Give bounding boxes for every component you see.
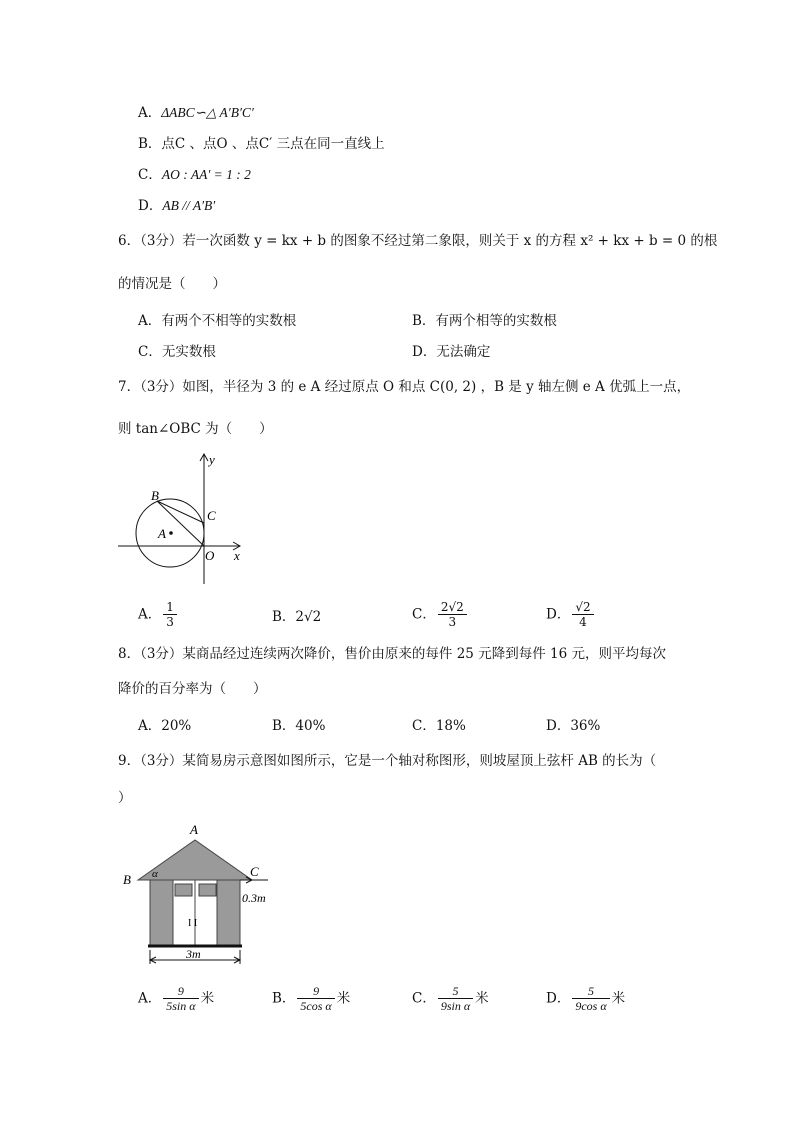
fraction (438, 984, 473, 1013)
fraction (163, 600, 177, 629)
q7-stem-line2: 则 tan∠OBC 为（ ） (118, 421, 273, 437)
q9-stem-line2: ） (118, 790, 132, 806)
q5-option-b (138, 135, 385, 153)
eaves-label: 0.3m (242, 891, 266, 905)
denominator: 9cos α (575, 999, 607, 1013)
option-text: AO : AA′ = 1 : 2 (161, 167, 251, 182)
numerator: 2√2 (438, 600, 467, 615)
unit: 米 (475, 990, 489, 1007)
q9-option-b (272, 984, 350, 1018)
q9-option-c (412, 984, 489, 1018)
option-label: B． (138, 136, 162, 152)
q5-option-c (138, 166, 251, 184)
label-c: C (250, 864, 259, 879)
q8-stem-line1: 8．（3分）某商品经过连续两次降价，售价由原来的每件 25 元降到每件 16 元，则平均每次 (118, 646, 666, 662)
numerator: 5 (438, 984, 473, 999)
option-text: 点C 、点O 、点C′ 三点在同一直线上 (161, 136, 385, 152)
numerator: 5 (572, 984, 609, 999)
label-alpha: α (152, 868, 158, 880)
label-b: B (123, 872, 131, 887)
q6-option-a: A．有两个不相等的实数根 (138, 313, 297, 329)
label-o: O (205, 548, 215, 563)
option-label: A． (138, 990, 162, 1007)
option-label: D． (138, 198, 163, 214)
fraction (297, 984, 334, 1013)
unit: 米 (611, 990, 626, 1007)
numerator: 9 (297, 984, 334, 999)
center-point-a (169, 531, 173, 535)
unit: 米 (336, 990, 351, 1007)
q9-option-a (138, 984, 214, 1018)
q8-option-c: C．18% (412, 718, 466, 734)
q9-option-d (546, 984, 625, 1018)
option-label: C． (138, 167, 162, 183)
q8-option-d: D．36% (546, 718, 601, 734)
denominator: 4 (579, 615, 587, 629)
q5-option-d (138, 197, 215, 215)
option-label: A． (138, 606, 162, 623)
option-text: 2√2 (295, 609, 322, 625)
numerator: √2 (572, 600, 593, 615)
q8-option-a: A．20% (138, 718, 192, 734)
denominator: 3 (448, 615, 457, 629)
label-x: x (234, 548, 240, 563)
fraction (163, 984, 198, 1013)
numerator: 9 (163, 984, 198, 999)
denominator: 5cos α (300, 999, 332, 1013)
option-label: B． (272, 609, 296, 625)
q7-figure (112, 448, 262, 590)
numerator: 1 (163, 600, 177, 615)
q7-option-a (138, 600, 179, 634)
q9-stem-line1: 9．（3分）某简易房示意图如图所示，它是一个轴对称图形，则坡屋顶上弦杆 AB 的长为（ (118, 753, 657, 769)
window-left (175, 884, 192, 896)
option-label: A． (138, 105, 162, 121)
q6-option-b: B．有两个相等的实数根 (412, 313, 557, 329)
option-text: AB // A′B′ (162, 198, 216, 213)
label-c: C (207, 508, 216, 523)
option-label: B． (272, 990, 296, 1007)
fraction (438, 600, 467, 629)
q5-option-a (138, 104, 254, 122)
option-label: C． (412, 990, 436, 1007)
q6-option-d: D．无法确定 (412, 344, 491, 360)
window-right (199, 884, 216, 896)
option-label: C． (412, 606, 436, 623)
denominator: 3 (166, 615, 174, 629)
q7-option-c (412, 600, 469, 634)
label-b: B (151, 488, 159, 503)
label-a: A (158, 526, 166, 541)
denominator: 9sin α (440, 999, 471, 1013)
q8-stem-line2: 降价的百分率为（ ） (118, 681, 267, 697)
door-handles: I I (188, 918, 198, 929)
q7-option-b (272, 608, 321, 626)
label-a: A (190, 822, 198, 837)
denominator: 5sin α (166, 999, 196, 1013)
fraction (572, 600, 593, 629)
unit: 米 (200, 990, 215, 1007)
q8-option-b: B．40% (272, 718, 326, 734)
option-text: ΔABC∽△ A′B′C′ (161, 105, 254, 120)
fraction (572, 984, 609, 1013)
q9-house-figure (118, 818, 278, 968)
q7-stem-line1: 7．（3分）如图，半径为 3 的 e A 经过原点 O 和点 C(0, 2) ，B 是 y 轴左侧 e A 优弧上一点， (118, 379, 691, 395)
q6-option-c: C．无实数根 (138, 344, 216, 360)
q6-stem-line2: 的情况是（ ） (118, 276, 226, 292)
option-label: D． (546, 990, 571, 1007)
width-label: 3m (186, 947, 201, 961)
q6-stem-line1: 6．（3分）若一次函数 y = kx + b 的图象不经过第二象限，则关于 x 的方程 x² + kx + b = 0 的根 (118, 233, 718, 249)
option-label: D． (546, 606, 571, 623)
q7-option-d (546, 600, 596, 634)
label-y: y (209, 452, 215, 467)
